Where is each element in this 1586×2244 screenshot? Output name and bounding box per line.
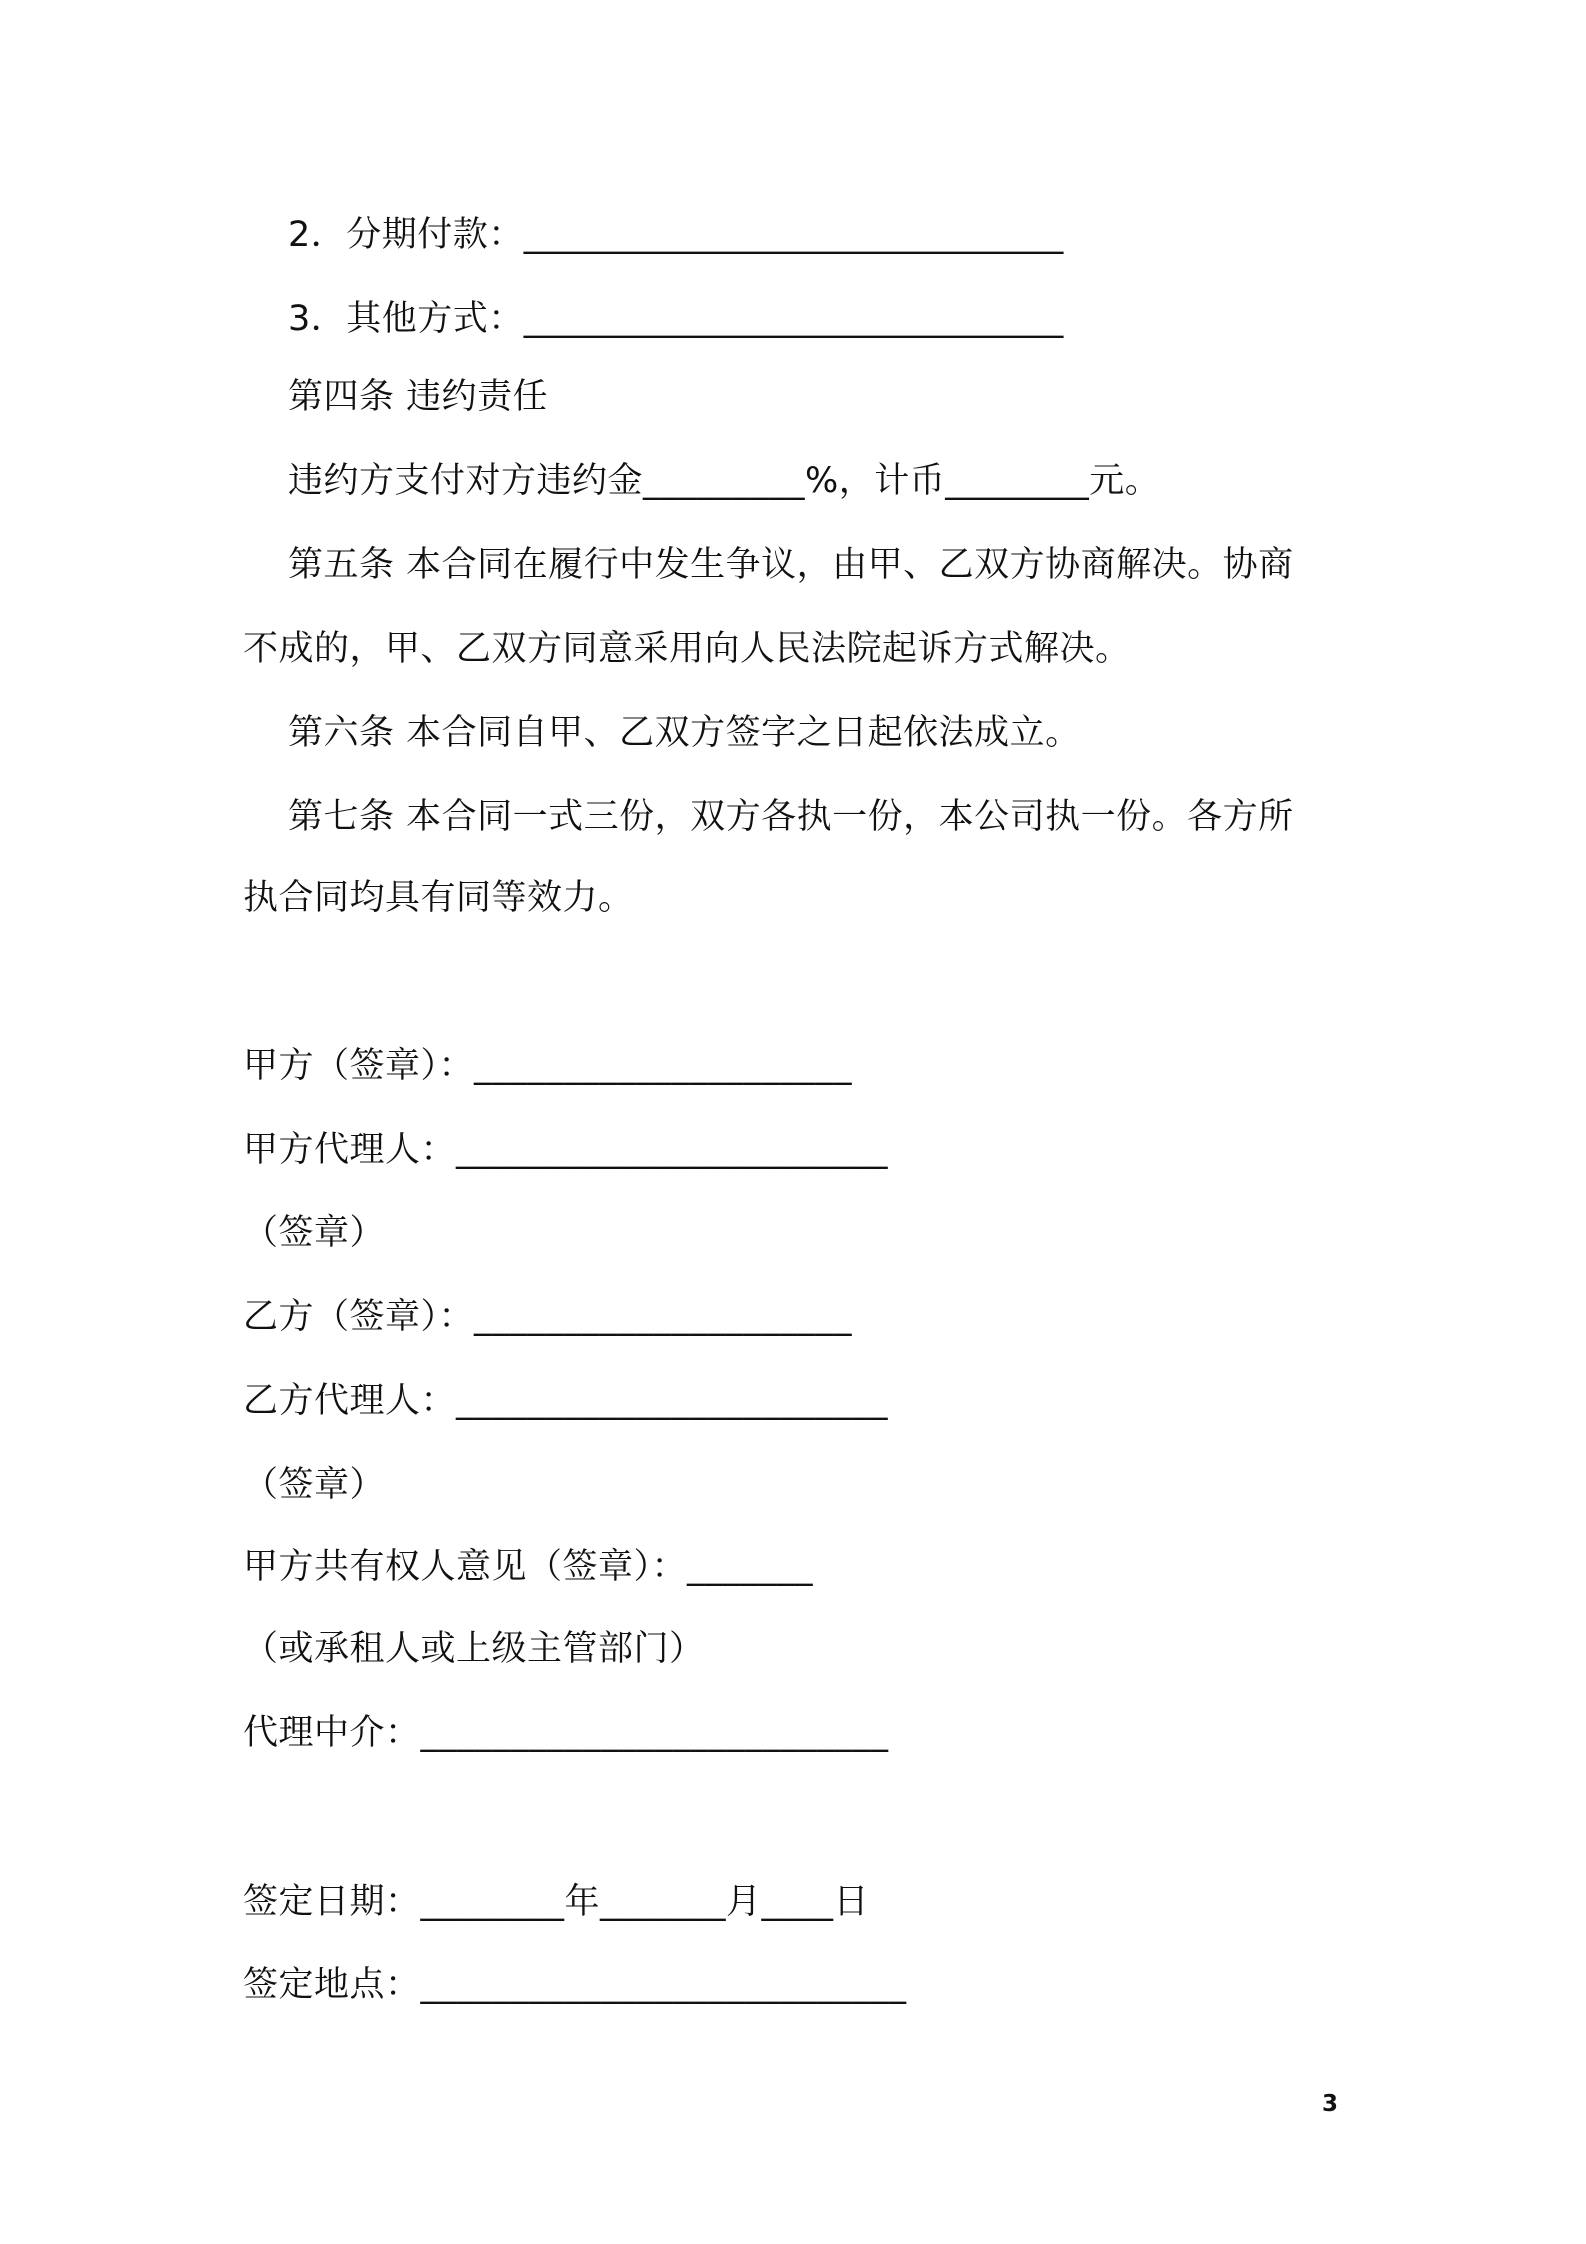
article-five-line-1: 第五条 本合同在履行中发生争议，由甲、乙双方协商解决。协商	[288, 545, 1294, 585]
page-number: 3	[1322, 2091, 1339, 2117]
article-five-line-2: 不成的，甲、乙双方同意采用向人民法院起诉方式解决。	[243, 629, 1131, 669]
payment-installment-line: 2．分期付款：______________________________	[288, 215, 1064, 255]
party-b-signature-line: 乙方（签章）：_____________________	[243, 1297, 853, 1337]
party-a-signature-line: 甲方（签章）：_____________________	[243, 1046, 853, 1086]
intermediary-line: 代理中介：__________________________	[243, 1713, 889, 1753]
signing-place-line: 签定地点：___________________________	[243, 1965, 907, 2005]
party-a-agent-line: 甲方代理人：________________________	[243, 1130, 889, 1170]
party-a-agent-seal-label: （签章）	[243, 1213, 386, 1253]
party-b-agent-seal-label: （签章）	[243, 1465, 386, 1505]
article-seven-line-1: 第七条 本合同一式三份，双方各执一份，本公司执一份。各方所	[288, 797, 1294, 837]
co-owner-opinion-line: 甲方共有权人意见（签章）：_______	[243, 1547, 814, 1587]
party-b-agent-line: 乙方代理人：________________________	[243, 1381, 889, 1421]
penalty-line: 违约方支付对方违约金_________%，计币________元。	[288, 461, 1161, 501]
article-seven-line-2: 执合同均具有同等效力。	[243, 878, 634, 918]
article-six-line: 第六条 本合同自甲、乙双方签字之日起依法成立。	[288, 713, 1081, 753]
payment-other-line: 3．其他方式：______________________________	[288, 299, 1064, 339]
article-four-heading: 第四条 违约责任	[288, 377, 549, 417]
signing-date-line: 签定日期：________年_______月____日	[243, 1882, 870, 1922]
co-owner-note-line: （或承租人或上级主管部门）	[243, 1629, 705, 1669]
